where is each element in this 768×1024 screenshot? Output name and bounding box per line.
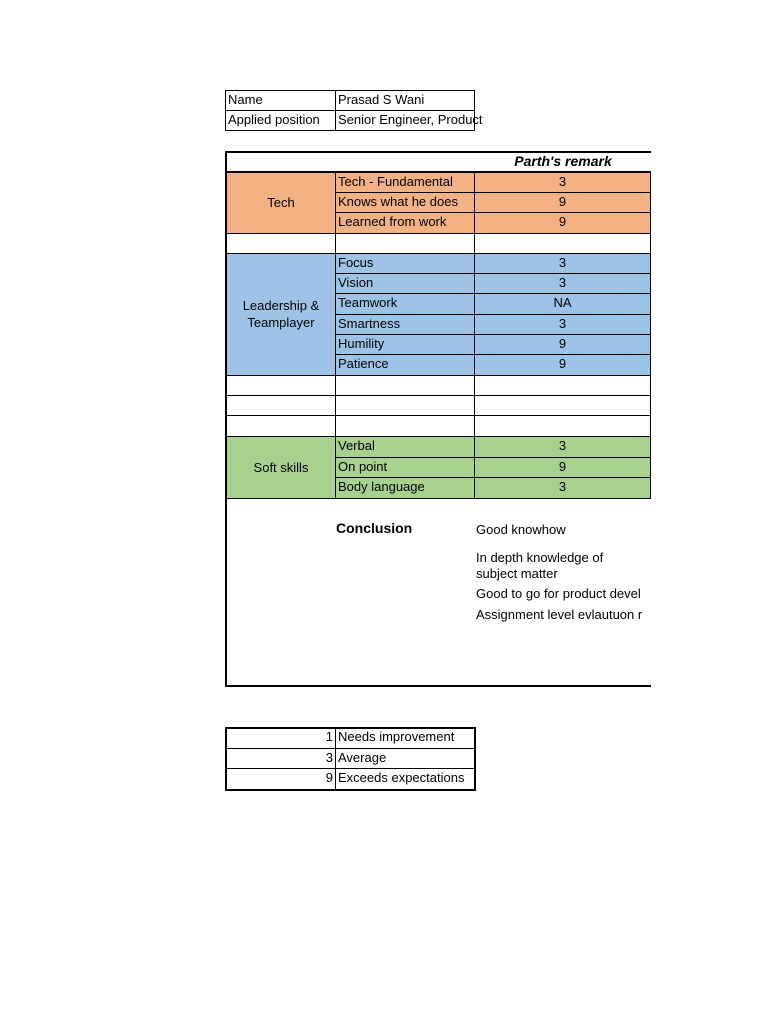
blank-cell [474,395,651,416]
criterion-teamwork: Teamwork [335,293,475,315]
score-focus: 3 [474,253,651,274]
conclusion-line: Good to go for product devel [476,586,641,601]
blank-cell [474,375,651,396]
reviewer-header: Parth's remark [514,153,612,169]
blank-cell [335,395,475,416]
criterion-smartness: Smartness [335,314,475,335]
score-tech-fundamental: 3 [474,172,651,193]
name-value: Prasad S Wani [335,90,475,111]
score-knows-what-he-does: 9 [474,192,651,213]
group-label-leadership-line2: Teamplayer [247,315,315,330]
score-smartness: 3 [474,314,651,335]
blank-cell [335,415,475,437]
conclusion-line: subject matter [476,566,558,581]
legend-label: Needs improvement [335,728,475,749]
criterion-humility: Humility [335,334,475,355]
group-label-tech: Tech [226,172,336,234]
legend-label: Average [335,748,475,769]
legend-label: Exceeds expectations [335,768,475,790]
criterion-focus: Focus [335,253,475,274]
blank-cell [226,395,336,416]
group-label-leadership [226,253,336,376]
score-body-language: 3 [474,477,651,499]
blank-cell [226,415,336,437]
conclusion-line: In depth knowledge of [476,550,604,565]
criterion-knows-what-he-does: Knows what he does [335,192,475,213]
criterion-tech-fundamental: Tech - Fundamental [335,172,475,193]
legend-value: 9 [226,768,336,790]
applied-position-value: Senior Engineer, Product [335,110,475,131]
criterion-body-language: Body language [335,477,475,499]
score-verbal: 3 [474,436,651,458]
criterion-learned-from-work: Learned from work [335,212,475,234]
score-patience: 9 [474,354,651,376]
blank-cell [226,375,336,396]
score-vision: 3 [474,273,651,294]
criterion-verbal: Verbal [335,436,475,458]
score-humility: 9 [474,334,651,355]
conclusion-line: Assignment level evlautuon r [476,607,643,622]
conclusion-label: Conclusion [336,520,413,536]
score-on-point: 9 [474,457,651,478]
conclusion-notes [476,520,651,670]
table-bottom-border [225,685,651,687]
criterion-vision: Vision [335,273,475,294]
legend-value: 1 [226,728,336,749]
applied-position-label: Applied position [225,110,336,131]
blank-cell [474,233,651,254]
blank-cell [474,415,651,437]
blank-cell [335,233,475,254]
legend-value: 3 [226,748,336,769]
group-label-leadership-line1: Leadership & [242,298,320,313]
conclusion-line: Good knowhow [476,522,566,537]
criterion-patience: Patience [335,354,475,376]
name-label: Name [225,90,336,111]
score-learned-from-work: 9 [474,212,651,234]
group-label-soft-skills: Soft skills [226,436,336,499]
blank-cell [226,233,336,254]
blank-cell [335,375,475,396]
criterion-on-point: On point [335,457,475,478]
score-teamwork: NA [474,293,651,315]
